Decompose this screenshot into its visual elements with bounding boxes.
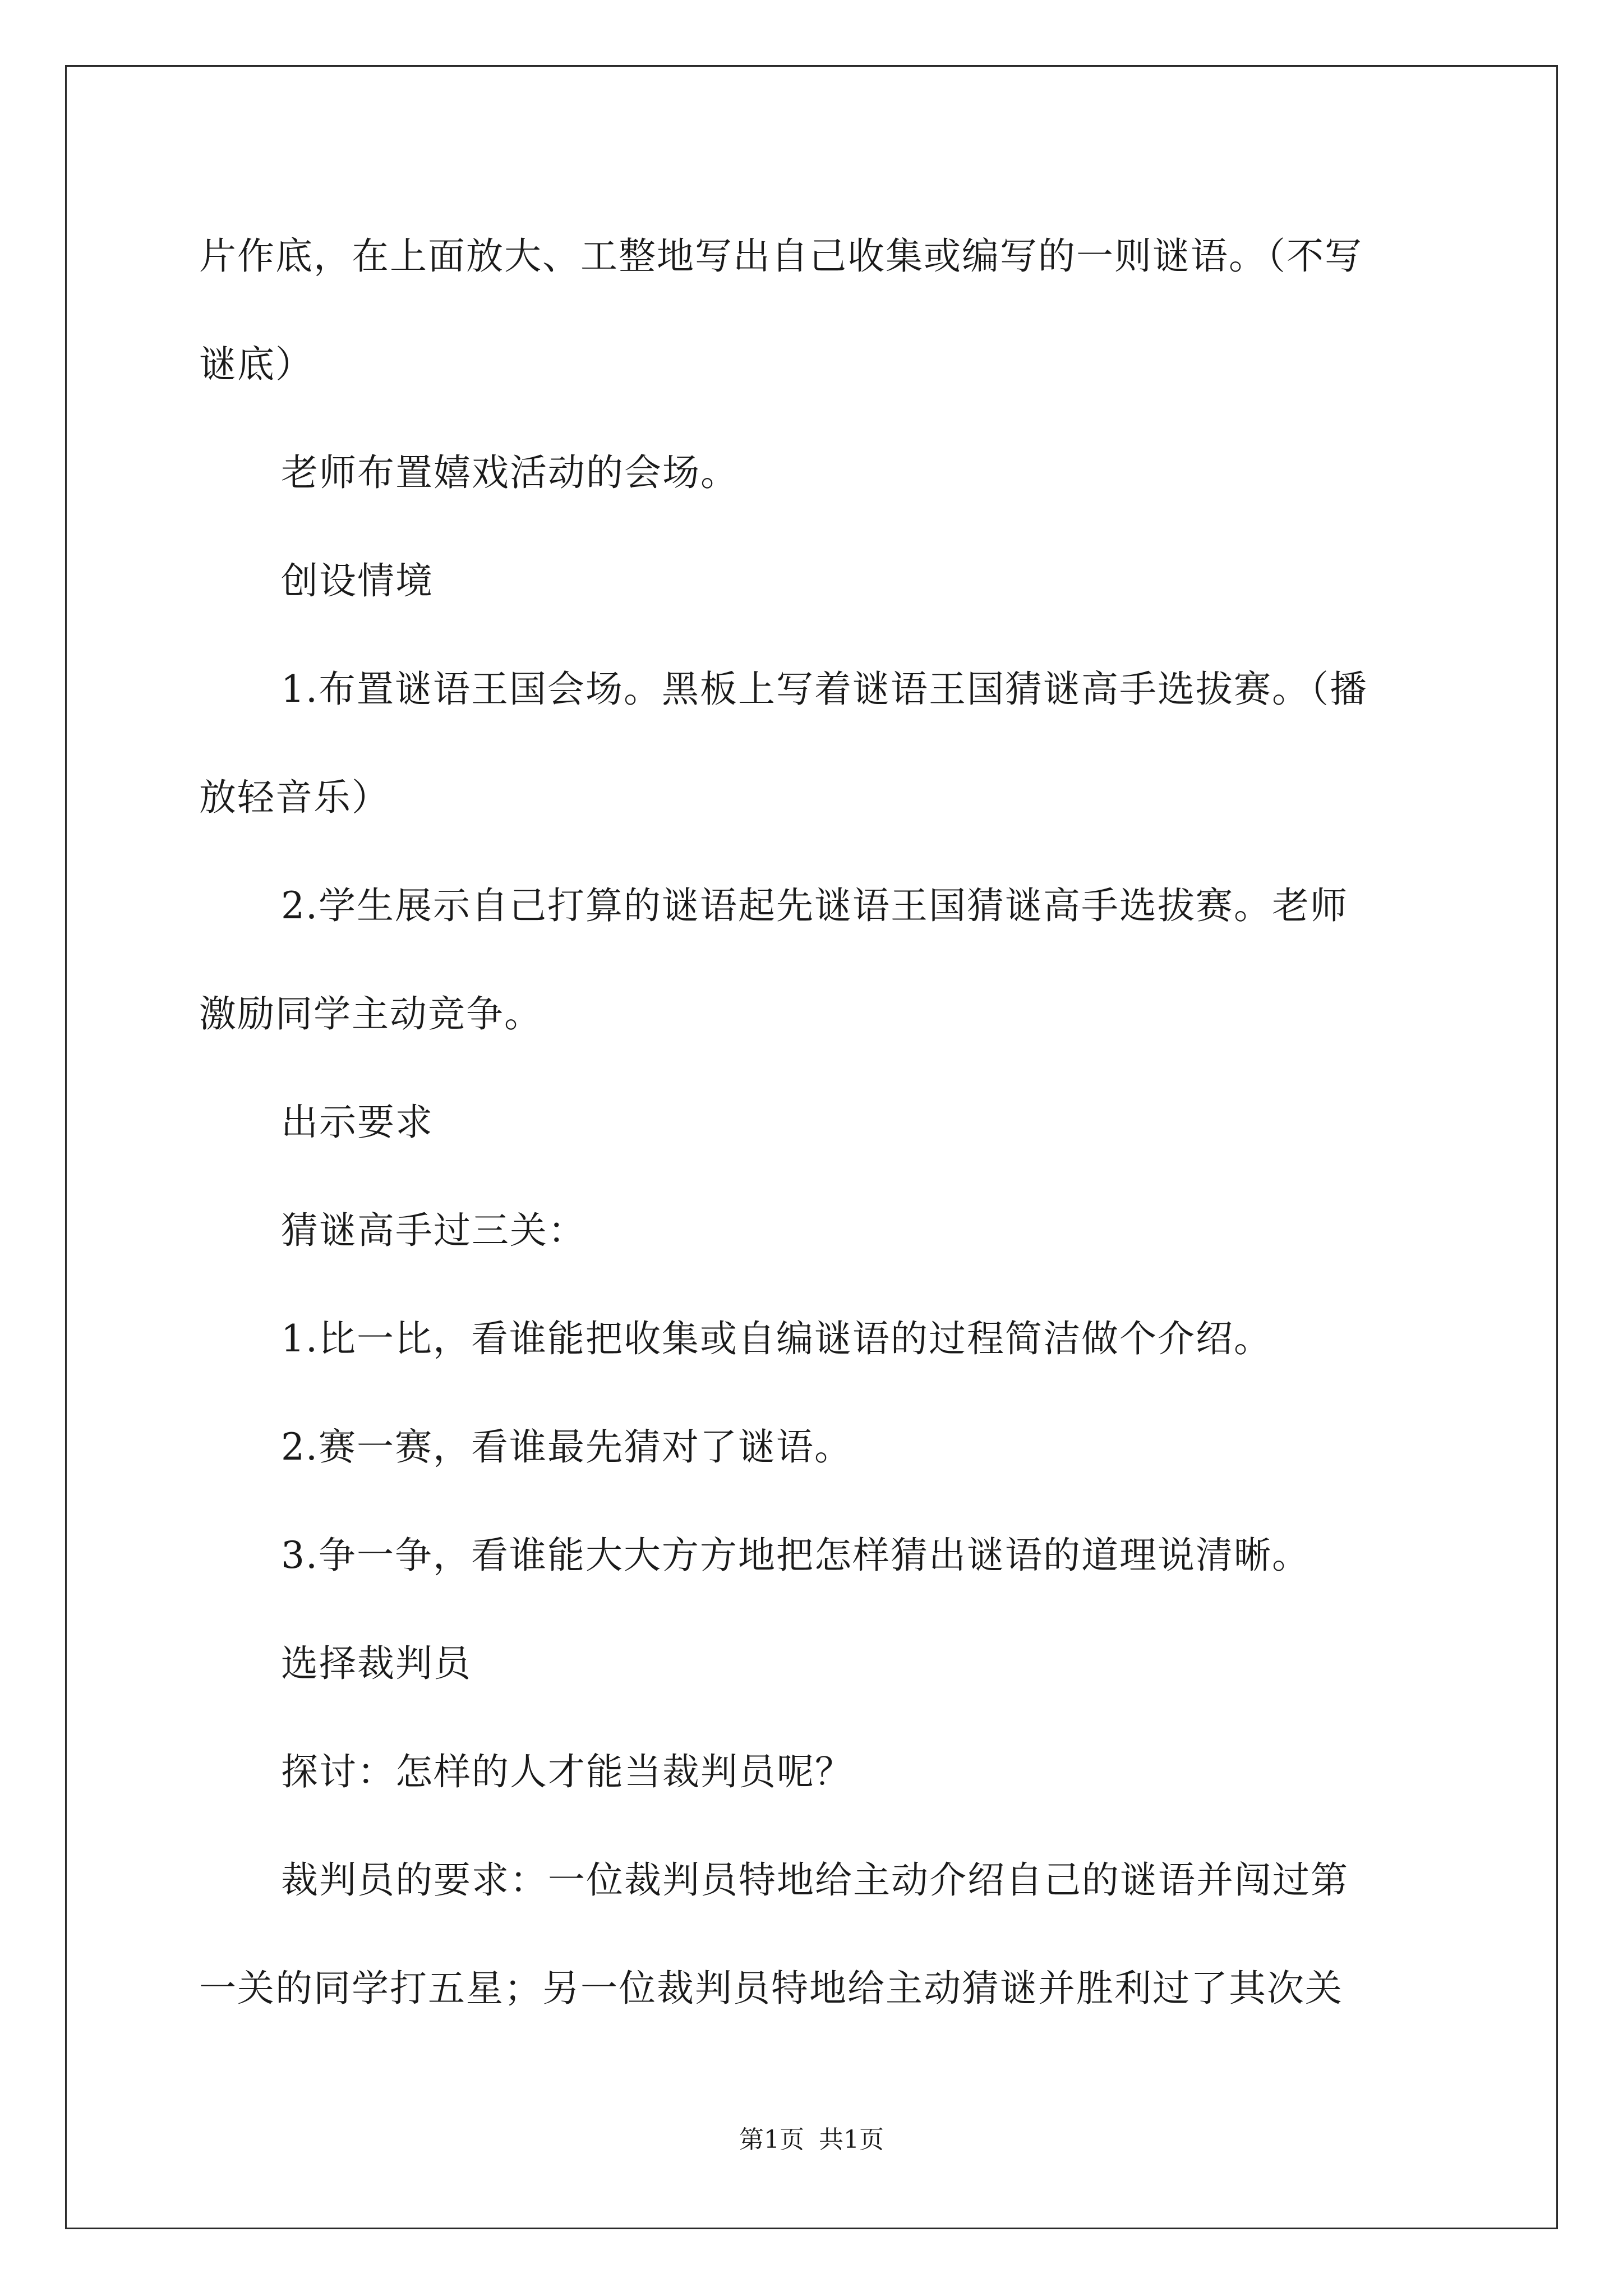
document-body bbox=[199, 202, 1433, 2042]
text-line-2: 谜底） bbox=[199, 343, 313, 386]
text-line-3: 老师布置嬉戏活动的会场。 bbox=[281, 451, 739, 494]
text-line-7: 2.学生展示自己打算的谜语起先谜语王国猜谜高手选拔赛。老师 bbox=[281, 884, 1348, 927]
text-line-6: 放轻音乐） bbox=[199, 776, 390, 819]
text-line-8: 激励同学主动竞争。 bbox=[199, 992, 542, 1036]
text-line-1: 片作底，在上面放大、工整地写出自己收集或编写的一则谜语。（不写 bbox=[199, 234, 1363, 278]
section-heading-requirements: 出示要求 bbox=[281, 1101, 434, 1144]
list-item-3: 3.争一争，看谁能大大方方地把怎样猜出谜语的道理说清晰。 bbox=[281, 1534, 1310, 1577]
section-heading-create-scene: 创设情境 bbox=[281, 559, 434, 602]
page-number: 第1页 bbox=[739, 2125, 804, 2154]
section-heading-judges: 选择裁判员 bbox=[281, 1642, 472, 1685]
text-line-10: 猜谜高手过三关： bbox=[281, 1209, 586, 1252]
text-line-17: 一关的同学打五星；另一位裁判员特地给主动猜谜并胜利过了其次关 bbox=[199, 1967, 1343, 2010]
list-item-1: 1.比一比，看谁能把收集或自编谜语的过程简洁做个介绍。 bbox=[281, 1317, 1272, 1360]
total-pages: 共1页 bbox=[819, 2125, 884, 2154]
page-footer bbox=[0, 2119, 1623, 2155]
list-item-2: 2.赛一赛，看谁最先猜对了谜语。 bbox=[281, 1425, 852, 1469]
text-line-16: 裁判员的要求：一位裁判员特地给主动介绍自己的谜语并闯过第 bbox=[281, 1858, 1349, 1902]
text-line-5: 1.布置谜语王国会场。黑板上写着谜语王国猜谜高手选拔赛。（播 bbox=[281, 668, 1368, 711]
text-line-15: 探讨：怎样的人才能当裁判员呢？ bbox=[281, 1750, 853, 1793]
